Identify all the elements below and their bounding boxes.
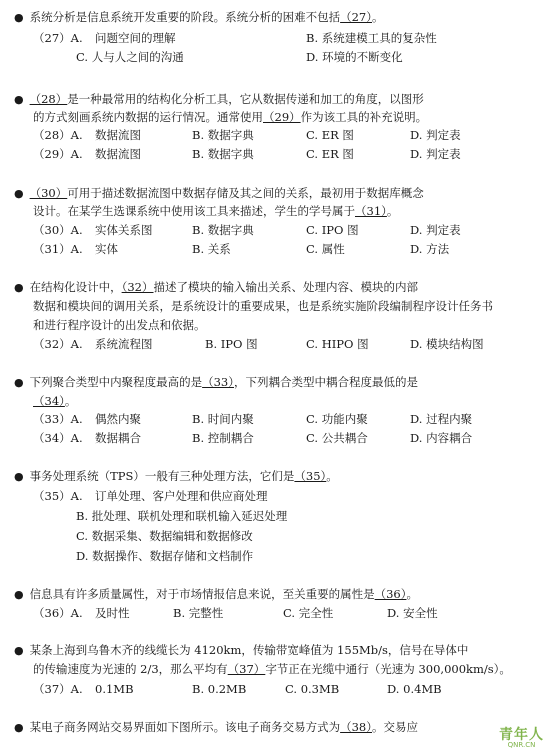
option-b: B. 时间内聚 — [192, 412, 254, 426]
question-30-stem — [14, 188, 424, 200]
question-38-stem — [14, 722, 418, 734]
question-33-stem — [14, 377, 418, 389]
option-d: D. 过程内聚 — [410, 412, 473, 426]
answer-blank: （36） — [374, 587, 407, 601]
option-a: 数据耦合 — [95, 431, 141, 445]
answer-blank: （29） — [263, 110, 301, 124]
option-d: D. 判定表 — [410, 147, 461, 161]
question-37-stem-line2 — [33, 664, 511, 676]
question-32-stem — [14, 282, 418, 294]
option-c: C. ER 图 — [306, 128, 354, 142]
question-37-stem — [14, 645, 468, 657]
question-30-stem-line2 — [33, 206, 398, 218]
option-d: D. 内容耦合 — [410, 431, 473, 445]
option-c: C. 人与人之间的沟通 — [76, 50, 184, 64]
option-c: C. 完全性 — [283, 606, 334, 620]
option-b: B. IPO 图 — [205, 337, 258, 351]
option-a: 数据流图 — [95, 128, 141, 142]
option-c: C. 数据采集、数据编辑和数据修改 — [76, 529, 253, 543]
bullet-icon: ● — [14, 644, 24, 657]
question-36-stem — [14, 589, 418, 601]
option-d: D. 判定表 — [410, 223, 461, 237]
question-32-stem-line2: 数据和模块间的调用关系，是系统设计的重要成果，也是系统实施阶段编制程序设计任务书 — [33, 299, 493, 313]
option-label: （29）A. — [33, 147, 83, 161]
option-a: 偶然内聚 — [95, 412, 141, 426]
question-33-stem-line2 — [33, 396, 76, 408]
bullet-icon: ● — [14, 470, 24, 483]
option-b: B. 关系 — [192, 242, 231, 256]
option-c: C. 功能内聚 — [306, 412, 368, 426]
option-label: （34）A. — [33, 431, 83, 445]
question-text: ，下列耦合类型中耦合程度最低的是 — [234, 375, 418, 389]
answer-blank: （37） — [227, 662, 266, 676]
option-label: （32）A. — [33, 337, 83, 351]
option-a: 0.1MB — [95, 682, 134, 696]
question-text: 的方式刻画系统内数据的运行情况。通常使用 — [33, 110, 263, 124]
watermark-url: QNR.CN — [507, 741, 536, 749]
question-text: 某条上海到乌鲁木齐的线缆长为 4120km，传输带宽峰值为 155Mb/s，信号在导体中 — [29, 643, 469, 657]
option-label: （30）A. — [33, 223, 83, 237]
bullet-icon: ● — [14, 93, 24, 106]
option-label: （37）A. — [33, 682, 83, 696]
option-d: D. 0.4MB — [387, 682, 442, 696]
option-a: 实体关系图 — [95, 223, 153, 237]
watermark-title: 青年人 — [499, 727, 544, 743]
question-text: 。交易应 — [372, 720, 418, 734]
question-text: 可用于描述数据流图中数据存储及其之间的关系，最初用于数据库概念 — [67, 186, 424, 200]
question-28-stem-line2 — [33, 112, 427, 124]
question-text-end: 。 — [64, 394, 77, 408]
bullet-icon: ● — [14, 281, 24, 294]
answer-blank: （31） — [355, 204, 387, 218]
option-b: B. 控制耦合 — [192, 431, 254, 445]
question-27-stem — [14, 12, 384, 24]
answer-blank: （30） — [29, 186, 68, 200]
option-b: B. 数据字典 — [192, 147, 254, 161]
question-text-end: 。 — [406, 587, 418, 601]
bullet-icon: ● — [14, 588, 24, 601]
question-text-end: 作为该工具的补充说明。 — [300, 110, 428, 124]
option-d: D. 环境的不断变化 — [306, 50, 403, 64]
option-b: B. 0.2MB — [192, 682, 247, 696]
option-a: 及时性 — [95, 606, 130, 620]
option-label: （35）A. — [33, 489, 83, 503]
question-text-end: 。 — [386, 204, 399, 218]
question-text-end: 。 — [372, 10, 384, 24]
option-d: D. 模块结构图 — [410, 337, 484, 351]
bullet-icon: ● — [14, 721, 24, 734]
answer-blank: （33） — [202, 375, 234, 389]
option-d: D. 方法 — [410, 242, 450, 256]
option-b: B. 数据字典 — [192, 128, 254, 142]
question-text: 字节正在光缆中通行（光速为 300,000km/s）。 — [265, 662, 511, 676]
option-d: D. 安全性 — [387, 606, 438, 620]
option-c: C. 公共耦合 — [306, 431, 368, 445]
option-d: D. 判定表 — [410, 128, 461, 142]
option-label: （36）A. — [33, 606, 83, 620]
question-text: 系统分析是信息系统开发重要的阶段。系统分析的困难不包括 — [29, 10, 341, 24]
question-text: 设计。在某学生选课系统中使用该工具来描述，学生的学号属于 — [33, 204, 355, 218]
option-c: C. ER 图 — [306, 147, 354, 161]
option-b: B. 数据字典 — [192, 223, 254, 237]
option-d: D. 数据操作、数据存储和文档制作 — [76, 549, 254, 563]
question-35-stem — [14, 471, 338, 483]
question-text: 的传输速度为光速的 2/3，那么平均有 — [33, 662, 228, 676]
question-32-stem-line3: 和进行程序设计的出发点和依据。 — [33, 318, 206, 332]
option-label: （28）A. — [33, 128, 83, 142]
question-text: 事务处理系统（TPS）一般有三种处理方法，它们是 — [29, 469, 295, 483]
bullet-icon: ● — [14, 187, 24, 200]
option-b: B. 批处理、联机处理和联机输入延迟处理 — [76, 509, 288, 523]
option-b: B. 完整性 — [173, 606, 224, 620]
question-28-stem — [14, 94, 424, 106]
answer-blank: （38） — [340, 720, 372, 734]
watermark-logo — [499, 728, 544, 749]
option-a: 订单处理、客户处理和供应商处理 — [95, 489, 268, 503]
option-a: 实体 — [95, 242, 118, 256]
answer-blank: （35） — [294, 469, 327, 483]
question-text: 信息具有许多质量属性，对于市场情报信息来说，至关重要的属性是 — [29, 587, 375, 601]
question-text: 在结构化设计中， — [29, 280, 122, 294]
option-label: （33）A. — [33, 412, 83, 426]
question-text: 是一种最常用的结构化分析工具，它从数据传递和加工的角度，以图形 — [67, 92, 424, 106]
answer-blank: （28） — [29, 92, 68, 106]
option-c: C. 属性 — [306, 242, 345, 256]
answer-blank: （34） — [33, 394, 65, 408]
option-a: 系统流程图 — [95, 337, 153, 351]
question-text-end: 。 — [326, 469, 338, 483]
option-c: C. IPO 图 — [306, 223, 359, 237]
option-c: C. 0.3MB — [285, 682, 340, 696]
option-a: 数据流图 — [95, 147, 141, 161]
question-text: 某电子商务网站交易界面如下图所示。该电子商务交易方式为 — [29, 720, 341, 734]
question-text: 下列聚合类型中内聚程度最高的是 — [29, 375, 203, 389]
option-label: （27）A. — [33, 31, 83, 45]
question-text: 描述了模块的输入输出关系、处理内容、模块的内部 — [153, 280, 418, 294]
option-label: （31）A. — [33, 242, 83, 256]
answer-blank: （32） — [121, 280, 154, 294]
option-a: 问题空间的理解 — [95, 31, 176, 45]
bullet-icon: ● — [14, 376, 24, 389]
option-b: B. 系统建模工具的复杂性 — [306, 31, 437, 45]
answer-blank: （27） — [340, 10, 372, 24]
option-c: C. HIPO 图 — [306, 337, 369, 351]
bullet-icon: ● — [14, 11, 24, 24]
